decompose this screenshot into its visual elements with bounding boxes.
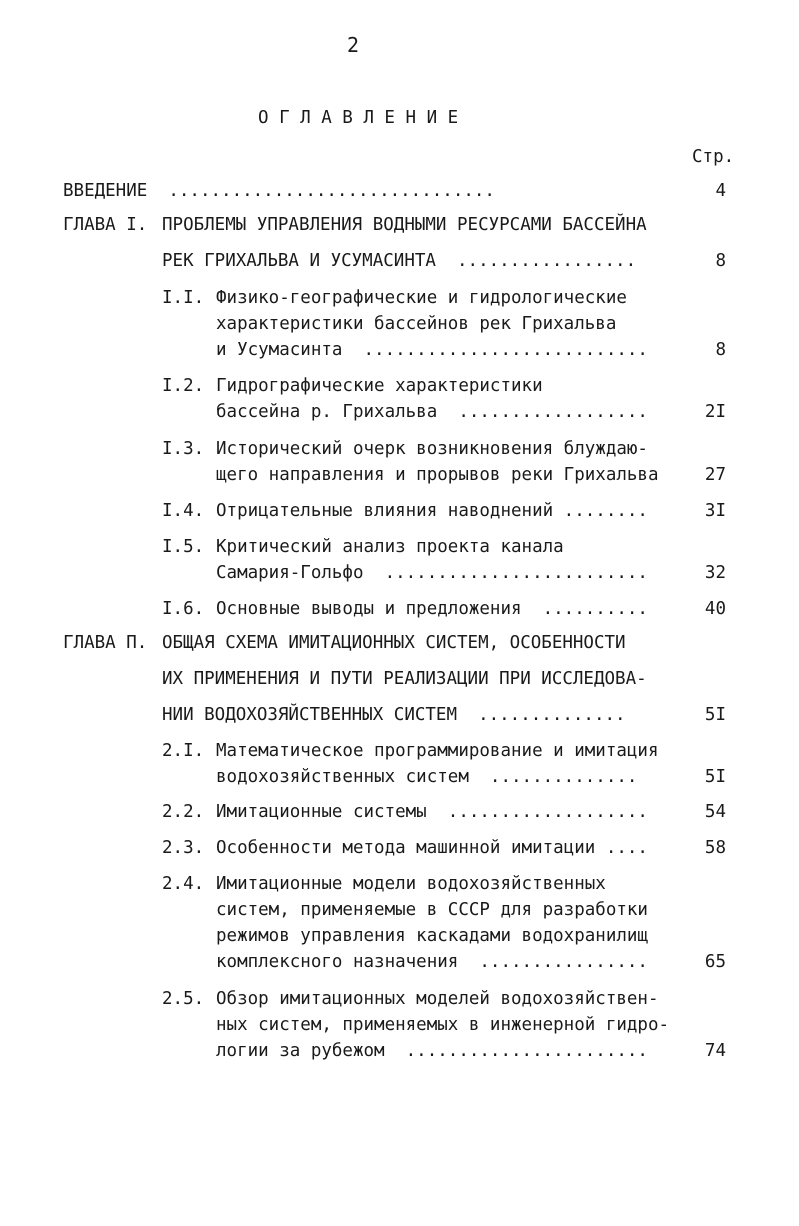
toc-entry-page: 8 (715, 251, 726, 271)
toc-entry-label: I.2. (162, 376, 205, 396)
toc-entry-page: 4 (715, 181, 726, 201)
toc-entry-text: РЕК ГРИХАЛЬВА И УСУМАСИНТА ................. (162, 251, 637, 271)
toc-entry-text: водохозяйственных систем .............. (216, 767, 638, 787)
toc-entry-text: Исторический очерк возникновения блуждаю- (216, 439, 648, 459)
toc-entry-page: 74 (704, 1041, 726, 1061)
toc-entry-text: и Усумасинта ........................... (216, 340, 648, 360)
toc-entry-page: 2I (704, 402, 726, 422)
toc-entry-page: 65 (704, 952, 726, 972)
toc-entry-label: I.5. (162, 537, 205, 557)
toc-entry-text: ПРОБЛЕМЫ УПРАВЛЕНИЯ ВОДНЫМИ РЕСУРСАМИ БАССЕЙНА (162, 215, 647, 235)
toc-entry-text: Гидрографические характеристики (216, 376, 543, 396)
toc-entry-page: 32 (704, 563, 726, 583)
toc-entry-text: систем, применяемые в СССР для разработки (216, 900, 648, 920)
toc-entry-text: ВВЕДЕНИЕ ............................... (63, 181, 495, 201)
toc-entry-page: 40 (704, 599, 726, 619)
toc-entry-text: режимов управления каскадами водохранилищ (216, 926, 648, 946)
page-column-label: Стр. (692, 147, 735, 167)
toc-entry-label: 2.I. (162, 741, 205, 761)
toc-entry-page: 54 (704, 802, 726, 822)
toc-entry-text: Основные выводы и предложения .......... (216, 599, 648, 619)
toc-entry-text: Обзор имитационных моделей водохозяйствен- (216, 989, 659, 1009)
toc-entry-text: Отрицательные влияния наводнений ........ (216, 501, 648, 521)
toc-entry-page: 58 (704, 838, 726, 858)
toc-entry-text: бассейна р. Грихальва .................. (216, 402, 648, 422)
toc-entry-text: НИИ ВОДОХОЗЯЙСТВЕННЫХ СИСТЕМ .............. (162, 705, 626, 725)
toc-entry-text: характеристики бассейнов рек Грихальва (216, 314, 617, 334)
toc-entry-label: I.3. (162, 439, 205, 459)
toc-entry-text: ных систем, применяемых в инженерной гидро- (216, 1015, 670, 1035)
toc-entry-page: 8 (715, 340, 726, 360)
toc-entry-page: 3I (704, 501, 726, 521)
toc-entry-label: ГЛАВА П. (63, 633, 148, 653)
toc-entry-text: Имитационные системы ................... (216, 802, 648, 822)
toc-entry-label: I.6. (162, 599, 205, 619)
toc-entry-text: Особенности метода машинной имитации .... (216, 838, 648, 858)
toc-entry-page: 5I (704, 767, 726, 787)
toc-heading: О Г Л А В Л Е Н И Е (258, 108, 459, 128)
toc-entry-text: Самария-Гольфо ......................... (216, 563, 648, 583)
toc-entry-label: 2.2. (162, 802, 205, 822)
toc-entry-text: Математическое программирование и имитация (216, 741, 659, 761)
toc-entry-text: щего направления и прорывов реки Грихальва (216, 465, 659, 485)
toc-entry-label: 2.5. (162, 989, 205, 1009)
toc-entry-label: I.4. (162, 501, 205, 521)
page-number: 2 (347, 33, 360, 57)
toc-entry-text: ОБЩАЯ СХЕМА ИМИТАЦИОННЫХ СИСТЕМ, ОСОБЕННОСТИ (162, 633, 626, 653)
toc-entry-text: Физико-географические и гидрологические (216, 288, 627, 308)
toc-entry-page: 27 (704, 465, 726, 485)
toc-entry-label: ГЛАВА I. (63, 215, 148, 235)
toc-entry-text: Имитационные модели водохозяйственных (216, 874, 606, 894)
toc-entry-page: 5I (704, 705, 726, 725)
toc-entry-text: логии за рубежом ....................... (216, 1041, 648, 1061)
toc-entry-label: 2.4. (162, 874, 205, 894)
toc-entry-text: комплексного назначения ................ (216, 952, 648, 972)
toc-entry-label: 2.3. (162, 838, 205, 858)
toc-entry-text: Критический анализ проекта канала (216, 537, 564, 557)
toc-entry-text: ИХ ПРИМЕНЕНИЯ И ПУТИ РЕАЛИЗАЦИИ ПРИ ИССЛЕДОВА- (162, 669, 647, 689)
toc-entry-label: I.I. (162, 288, 205, 308)
